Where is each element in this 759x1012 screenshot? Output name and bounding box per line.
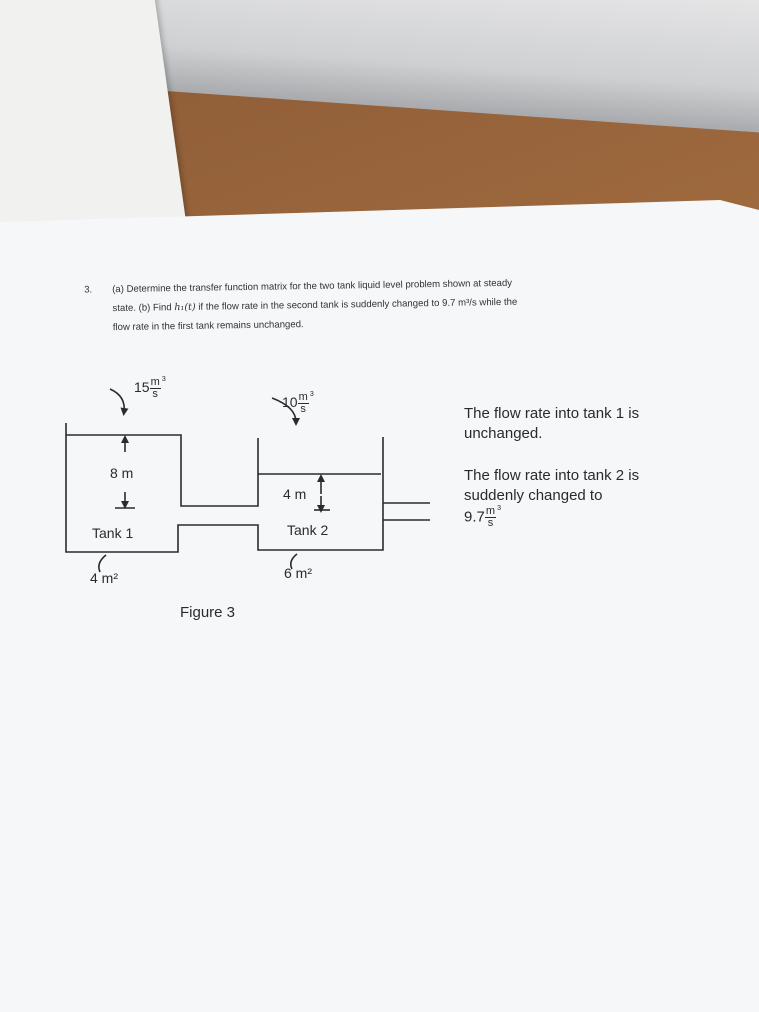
tank2-height-label: 4 m	[283, 486, 307, 502]
inflow-1-unit-exp: 3	[161, 376, 166, 383]
inflow-2-unit-den: s	[300, 403, 306, 415]
tank1-label: Tank 1	[92, 525, 134, 541]
inflow-2-unit-num: m	[298, 391, 308, 403]
note-tank1: The flow rate into tank 1 is unchanged.	[464, 405, 640, 442]
inflow-1-unit	[150, 376, 166, 400]
inflow-1-arrow	[110, 389, 124, 412]
inflow-2-value: 10	[282, 394, 298, 411]
inflow-2-unit-exp: 3	[309, 391, 314, 398]
tank1-and-connector-outline	[66, 435, 258, 506]
tank1-area-label: 4 m²	[90, 570, 118, 586]
problem-line-2-start: state. (b) Find	[112, 302, 175, 315]
problem-line-2-end: if the flow rate in the second tank is suddenly changed to 9.7 m³/s while the	[195, 296, 518, 313]
note-tank2-unit	[485, 505, 502, 529]
problem-line-3: flow rate in the first tank remains unchanged.	[112, 319, 304, 334]
note-tank2-unit-den: s	[487, 517, 494, 529]
tank1-height-label: 8 m	[110, 465, 134, 481]
problem-line-1: (a) Determine the transfer function matrix for the two tank liquid level problem shown at steady	[112, 277, 513, 296]
figure-caption: Figure 3	[180, 604, 236, 621]
note-tank2-text: The flow rate into tank 2 is suddenly changed to	[464, 467, 640, 504]
tank2-label: Tank 2	[287, 522, 329, 538]
problem-number: 3.	[84, 284, 93, 296]
inflow-2-label	[282, 391, 314, 415]
h1-symbol: h₁(t)	[174, 301, 196, 314]
inflow-1-label	[134, 376, 166, 400]
note-tank2-unit-exp: 3	[497, 505, 502, 512]
note-tank2	[464, 466, 684, 529]
inflow-1-value: 15	[134, 379, 150, 396]
inflow-1-unit-den: s	[152, 388, 158, 400]
note-tank2-unit-num: m	[485, 505, 496, 517]
inflow-2-unit	[298, 391, 314, 415]
tank2-area-label: 6 m²	[284, 565, 312, 581]
note-tank2-value: 9.7	[464, 508, 485, 526]
inflow-1-unit-num: m	[150, 376, 160, 388]
